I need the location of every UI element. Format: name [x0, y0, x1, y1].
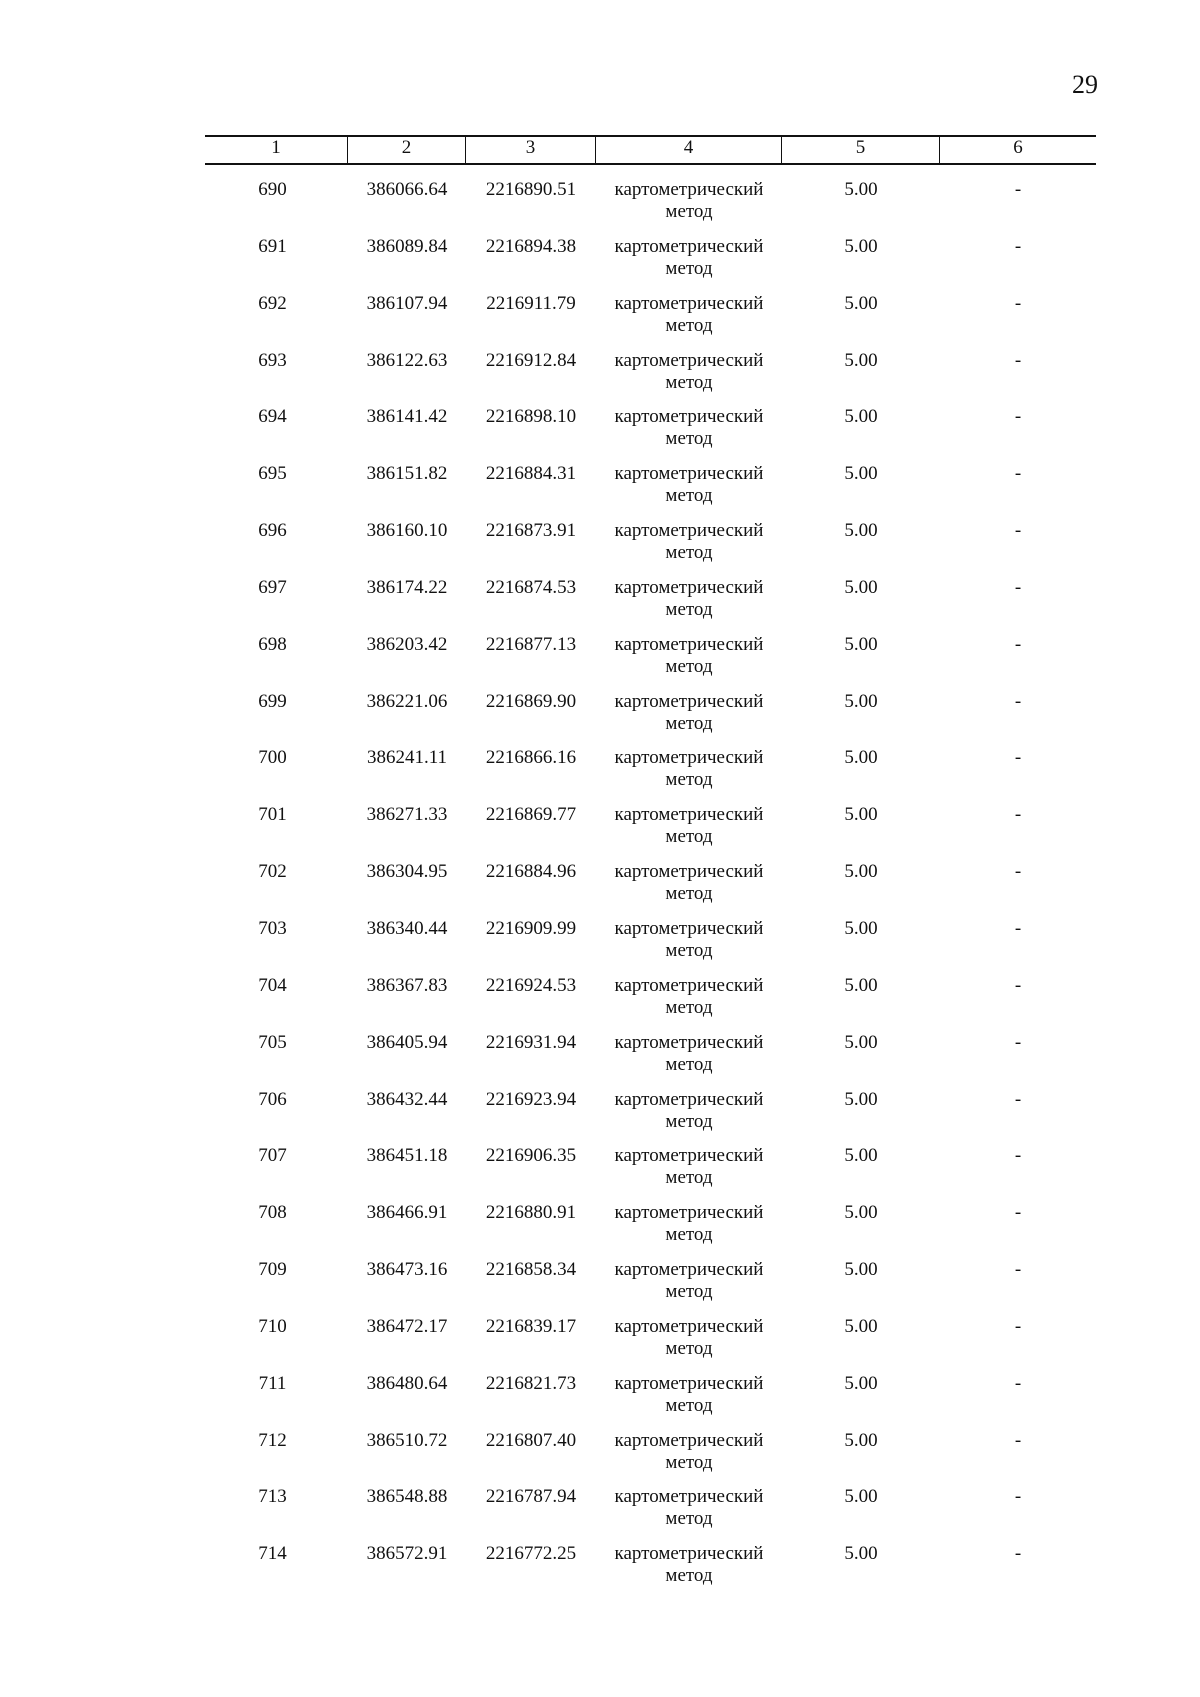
- coordinate-x: 386510.72: [366, 1429, 448, 1451]
- description-value: -: [1014, 633, 1022, 655]
- point-number: 705: [258, 1031, 287, 1053]
- coordinate-y: 2216924.53: [485, 974, 577, 996]
- coordinate-y: 2216884.31: [485, 463, 577, 485]
- header-cell-6: 6: [1013, 137, 1023, 158]
- table-row: [205, 520, 1096, 577]
- table-row: [205, 1543, 1096, 1600]
- coordinate-x: 386304.95: [366, 861, 448, 883]
- coordinate-y: 2216884.96: [485, 861, 577, 883]
- method-cell: [596, 1543, 782, 1587]
- method-line-2: метод: [665, 996, 713, 1018]
- method-cell: [596, 975, 782, 1019]
- point-number: 714: [258, 1543, 287, 1565]
- method-line-2: метод: [665, 428, 713, 450]
- coordinate-x: 386122.63: [366, 349, 448, 371]
- method-line-2: метод: [665, 1110, 713, 1132]
- table-row: [205, 1259, 1096, 1316]
- method-line-2: метод: [665, 485, 713, 507]
- header-cell-2: 2: [348, 137, 466, 163]
- accuracy-value: 5.00: [844, 1202, 878, 1224]
- point-number: 691: [258, 235, 287, 257]
- table-row: [205, 861, 1096, 918]
- method-cell: [596, 1373, 782, 1417]
- point-number: 712: [258, 1429, 287, 1451]
- header-cell-5: 5: [782, 137, 940, 163]
- method-line-1: картометрический: [614, 292, 764, 314]
- accuracy-value: 5.00: [844, 861, 878, 883]
- accuracy-value: 5.00: [844, 179, 878, 200]
- accuracy-value: 5.00: [844, 1259, 878, 1281]
- method-line-2: метод: [665, 1508, 713, 1530]
- point-number: 703: [258, 917, 287, 939]
- coordinate-x: 386107.94: [366, 292, 448, 314]
- coordinate-x: 386174.22: [366, 576, 448, 598]
- method-line-1: картометрический: [614, 917, 764, 939]
- method-line-1: картометрический: [614, 804, 764, 826]
- description-value: -: [1014, 917, 1022, 939]
- table-row: [205, 1089, 1096, 1146]
- method-line-2: метод: [665, 655, 713, 677]
- description-value: -: [1014, 690, 1022, 712]
- coordinate-x: 386203.42: [366, 633, 448, 655]
- coordinate-x: 386221.06: [366, 690, 448, 712]
- method-cell: [596, 634, 782, 678]
- accuracy-value: 5.00: [844, 406, 878, 428]
- accuracy-value: 5.00: [844, 1031, 878, 1053]
- method-cell: [596, 1202, 782, 1246]
- table-row: [205, 975, 1096, 1032]
- table-row: [205, 1430, 1096, 1487]
- accuracy-value: 5.00: [844, 1315, 878, 1337]
- method-line-1: картометрический: [614, 520, 764, 542]
- method-line-1: картометрический: [614, 576, 764, 598]
- coordinate-x: 386151.82: [366, 463, 448, 485]
- description-value: -: [1014, 1259, 1022, 1281]
- coordinate-x: 386340.44: [366, 917, 448, 939]
- coordinate-y: 2216877.13: [485, 633, 577, 655]
- coordinate-y: 2216909.99: [485, 917, 577, 939]
- method-line-1: картометрический: [614, 1088, 764, 1110]
- method-line-1: картометрический: [614, 349, 764, 371]
- coordinate-y: 2216874.53: [485, 576, 577, 598]
- method-cell: [596, 406, 782, 450]
- table-row: [205, 1373, 1096, 1430]
- table-row: [205, 918, 1096, 975]
- description-value: -: [1014, 1145, 1022, 1167]
- method-line-1: картометрический: [614, 690, 764, 712]
- description-value: -: [1014, 1372, 1022, 1394]
- coordinate-x: 386466.91: [366, 1202, 448, 1224]
- method-line-2: метод: [665, 257, 713, 279]
- point-number: 693: [258, 349, 287, 371]
- table-row: [205, 1202, 1096, 1259]
- table-row: [205, 406, 1096, 463]
- header-cell-4: 4: [596, 137, 782, 163]
- coordinate-x: 386451.18: [366, 1145, 448, 1167]
- method-line-1: картометрический: [614, 179, 764, 200]
- method-cell: [596, 577, 782, 621]
- description-value: -: [1014, 1543, 1022, 1565]
- method-line-1: картометрический: [614, 1372, 764, 1394]
- point-number: 713: [258, 1486, 287, 1508]
- method-cell: [596, 1145, 782, 1189]
- coordinate-x: 386572.91: [366, 1543, 448, 1565]
- method-cell: [596, 1089, 782, 1133]
- description-value: -: [1014, 974, 1022, 996]
- table-row: [205, 804, 1096, 861]
- description-value: -: [1014, 406, 1022, 428]
- method-line-1: картометрический: [614, 235, 764, 257]
- accuracy-value: 5.00: [844, 292, 878, 314]
- coordinate-y: 2216912.84: [485, 349, 577, 371]
- table-row: [205, 577, 1096, 634]
- method-line-2: метод: [665, 939, 713, 961]
- method-line-1: картометрический: [614, 1145, 764, 1167]
- accuracy-value: 5.00: [844, 520, 878, 542]
- coordinate-x: 386473.16: [366, 1259, 448, 1281]
- coordinate-y: 2216772.25: [485, 1543, 577, 1565]
- accuracy-value: 5.00: [844, 1088, 878, 1110]
- coordinate-y: 2216869.90: [485, 690, 577, 712]
- point-number: 698: [258, 633, 287, 655]
- description-value: -: [1014, 747, 1022, 769]
- coordinate-y: 2216898.10: [485, 406, 577, 428]
- method-line-2: метод: [665, 201, 713, 222]
- table-row: [205, 1316, 1096, 1373]
- point-number: 709: [258, 1259, 287, 1281]
- accuracy-value: 5.00: [844, 1429, 878, 1451]
- method-cell: [596, 179, 782, 223]
- method-cell: [596, 463, 782, 507]
- accuracy-value: 5.00: [844, 463, 878, 485]
- coordinate-y: 2216873.91: [485, 520, 577, 542]
- method-line-2: метод: [665, 314, 713, 336]
- coordinate-y: 2216866.16: [485, 747, 577, 769]
- method-cell: [596, 1486, 782, 1530]
- coordinate-x: 386367.83: [366, 974, 448, 996]
- point-number: 702: [258, 861, 287, 883]
- method-line-2: метод: [665, 1281, 713, 1303]
- description-value: -: [1014, 1315, 1022, 1337]
- coordinate-y: 2216931.94: [485, 1031, 577, 1053]
- method-line-1: картометрический: [614, 747, 764, 769]
- accuracy-value: 5.00: [844, 690, 878, 712]
- point-number: 710: [258, 1315, 287, 1337]
- method-line-2: метод: [665, 883, 713, 905]
- method-line-1: картометрический: [614, 633, 764, 655]
- accuracy-value: 5.00: [844, 747, 878, 769]
- method-line-2: метод: [665, 1394, 713, 1416]
- coordinate-y: 2216890.51: [485, 179, 577, 200]
- point-number: 696: [258, 520, 287, 542]
- method-line-1: картометрический: [614, 861, 764, 883]
- point-number: 706: [258, 1088, 287, 1110]
- method-cell: [596, 861, 782, 905]
- coordinate-y: 2216911.79: [486, 292, 576, 314]
- accuracy-value: 5.00: [844, 1145, 878, 1167]
- coordinate-y: 2216821.73: [485, 1372, 577, 1394]
- point-number: 695: [258, 463, 287, 485]
- table-row: [205, 634, 1096, 691]
- method-cell: [596, 350, 782, 394]
- method-line-2: метод: [665, 598, 713, 620]
- method-cell: [596, 747, 782, 791]
- description-value: -: [1014, 292, 1022, 314]
- coordinate-y: 2216894.38: [485, 235, 577, 257]
- accuracy-value: 5.00: [844, 1486, 878, 1508]
- coordinate-y: 2216906.35: [485, 1145, 577, 1167]
- accuracy-value: 5.00: [844, 1372, 878, 1394]
- method-cell: [596, 691, 782, 735]
- method-cell: [596, 1430, 782, 1474]
- page-number: 29: [1072, 70, 1098, 99]
- table-row: [205, 463, 1096, 520]
- method-line-2: метод: [665, 1451, 713, 1473]
- coordinate-x: 386271.33: [366, 804, 448, 826]
- description-value: -: [1014, 349, 1022, 371]
- coordinate-x: 386405.94: [366, 1031, 448, 1053]
- method-line-2: метод: [665, 826, 713, 848]
- method-line-1: картометрический: [614, 1031, 764, 1053]
- method-line-2: метод: [665, 769, 713, 791]
- coordinate-x: 386089.84: [366, 235, 448, 257]
- description-value: -: [1014, 463, 1022, 485]
- coordinate-y: 2216839.17: [485, 1315, 577, 1337]
- description-value: -: [1014, 1031, 1022, 1053]
- method-line-2: метод: [665, 1224, 713, 1246]
- coordinate-x: 386141.42: [366, 406, 448, 428]
- accuracy-value: 5.00: [844, 576, 878, 598]
- method-cell: [596, 293, 782, 337]
- method-cell: [596, 804, 782, 848]
- table-row: [205, 1486, 1096, 1543]
- coordinate-y: 2216880.91: [485, 1202, 577, 1224]
- method-line-2: метод: [665, 712, 713, 734]
- method-line-1: картометрический: [614, 974, 764, 996]
- point-number: 697: [258, 576, 287, 598]
- method-line-1: картометрический: [614, 406, 764, 428]
- description-value: -: [1014, 235, 1022, 257]
- coordinate-x: 386241.11: [366, 747, 448, 769]
- method-line-2: метод: [665, 1337, 713, 1359]
- accuracy-value: 5.00: [844, 974, 878, 996]
- method-line-1: картометрический: [614, 1543, 764, 1565]
- method-cell: [596, 1316, 782, 1360]
- coordinate-y: 2216869.77: [485, 804, 577, 826]
- point-number: 699: [258, 690, 287, 712]
- method-line-2: метод: [665, 1053, 713, 1075]
- table-row: [205, 236, 1096, 293]
- description-value: -: [1014, 520, 1022, 542]
- method-cell: [596, 1032, 782, 1076]
- point-number: 690: [258, 179, 287, 200]
- method-line-1: картометрический: [614, 1429, 764, 1451]
- header-cell-1: 1: [205, 137, 348, 163]
- table-row: [205, 747, 1096, 804]
- method-line-2: метод: [665, 1565, 713, 1587]
- accuracy-value: 5.00: [844, 804, 878, 826]
- method-cell: [596, 1259, 782, 1303]
- coordinate-x: 386472.17: [366, 1315, 448, 1337]
- accuracy-value: 5.00: [844, 235, 878, 257]
- method-line-2: метод: [665, 371, 713, 393]
- table-row: [205, 293, 1096, 350]
- method-line-1: картометрический: [614, 1486, 764, 1508]
- method-cell: [596, 236, 782, 280]
- point-number: 708: [258, 1202, 287, 1224]
- point-number: 704: [258, 974, 287, 996]
- coordinate-y: 2216923.94: [485, 1088, 577, 1110]
- description-value: -: [1014, 861, 1022, 883]
- table-row: [205, 691, 1096, 748]
- table-body: [205, 179, 1096, 1600]
- coordinates-table: [205, 135, 1096, 1600]
- coordinate-x: 386160.10: [366, 520, 448, 542]
- table-header-row: [205, 135, 1096, 165]
- coordinate-x: 386480.64: [366, 1372, 448, 1394]
- coordinate-y: 2216858.34: [485, 1259, 577, 1281]
- method-cell: [596, 520, 782, 564]
- table-row: [205, 1032, 1096, 1089]
- method-line-1: картометрический: [614, 1259, 764, 1281]
- description-value: -: [1014, 576, 1022, 598]
- method-line-1: картометрический: [614, 1202, 764, 1224]
- method-line-2: метод: [665, 542, 713, 564]
- table-row: [205, 1145, 1096, 1202]
- description-value: -: [1014, 1486, 1022, 1508]
- accuracy-value: 5.00: [844, 917, 878, 939]
- accuracy-value: 5.00: [844, 633, 878, 655]
- coordinate-y: 2216807.40: [485, 1429, 577, 1451]
- point-number: 700: [258, 747, 287, 769]
- accuracy-value: 5.00: [844, 349, 878, 371]
- description-value: -: [1014, 1429, 1022, 1451]
- description-value: -: [1014, 1088, 1022, 1110]
- table-row: [205, 350, 1096, 407]
- coordinate-x: 386548.88: [366, 1486, 448, 1508]
- method-line-1: картометрический: [614, 1315, 764, 1337]
- method-cell: [596, 918, 782, 962]
- description-value: -: [1014, 179, 1022, 200]
- coordinate-y: 2216787.94: [485, 1486, 577, 1508]
- point-number: 694: [258, 406, 287, 428]
- coordinate-x: 386432.44: [366, 1088, 448, 1110]
- accuracy-value: 5.00: [844, 1543, 878, 1565]
- point-number: 707: [258, 1145, 287, 1167]
- method-line-1: картометрический: [614, 463, 764, 485]
- table-row: [205, 179, 1096, 236]
- method-line-2: метод: [665, 1167, 713, 1189]
- header-cell-3: 3: [466, 137, 596, 163]
- point-number: 701: [258, 804, 287, 826]
- coordinate-x: 386066.64: [366, 179, 448, 200]
- point-number: 711: [258, 1372, 287, 1394]
- description-value: -: [1014, 1202, 1022, 1224]
- point-number: 692: [258, 292, 287, 314]
- description-value: -: [1014, 804, 1022, 826]
